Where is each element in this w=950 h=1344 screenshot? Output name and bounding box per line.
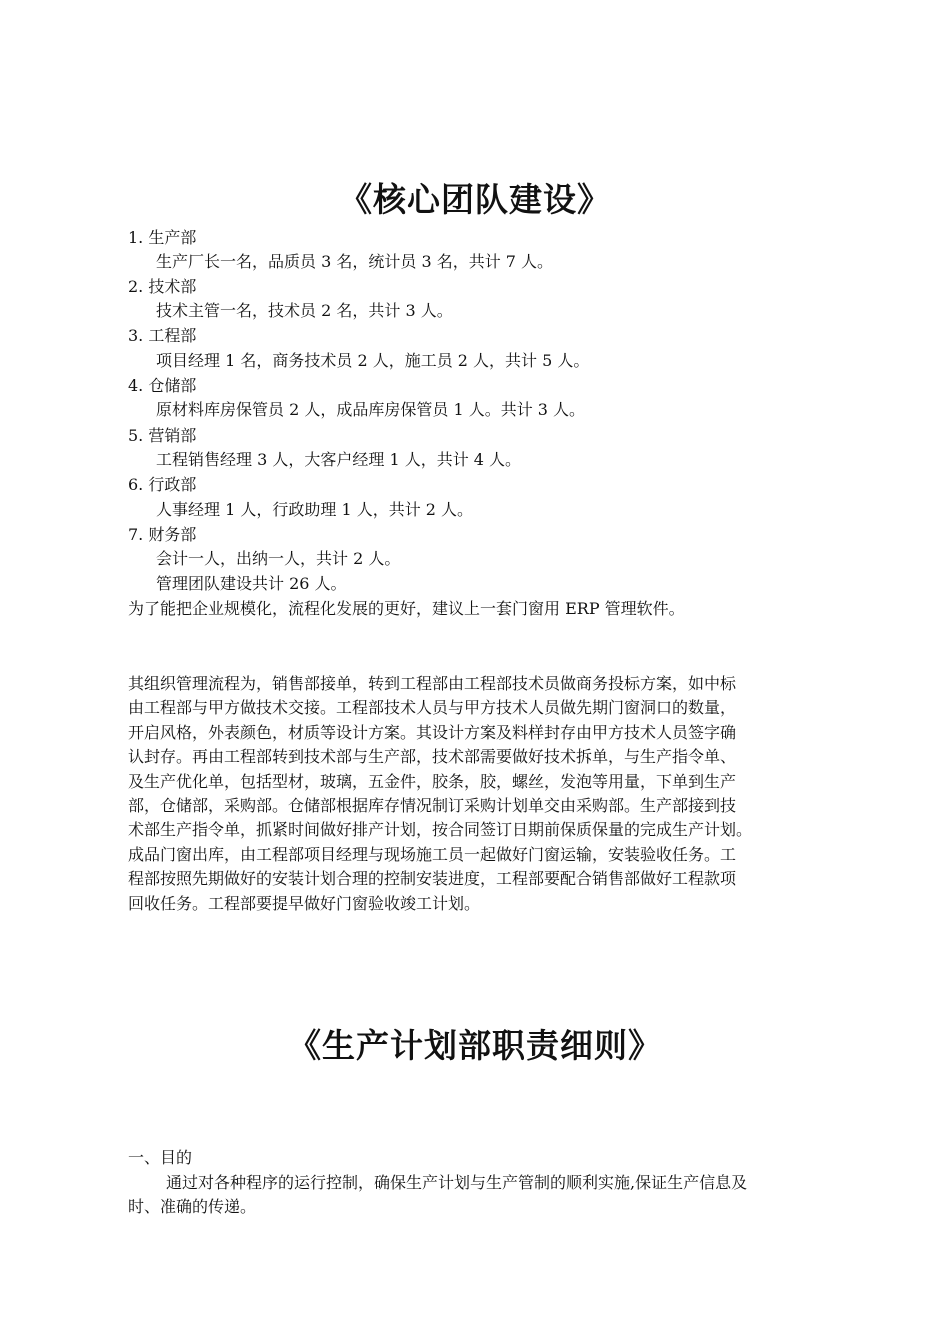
dept-2-detail: 技术主管一名，技术员 2 名，共计 3 人。 [156,301,453,320]
dept-5-detail: 工程销售经理 3 人，大客户经理 1 人，共计 4 人。 [156,450,522,469]
dept-5-heading: 5. 营销部 [128,426,197,445]
purpose-line: 通过对各种程序的运行控制，确保生产计划与生产管制的顺利实施,保证生产信息及 [166,1173,748,1192]
process-line: 及生产优化单，包括型材，玻璃，五金件，胶条，胶，螺丝，发泡等用量，下单到生产 [128,771,737,791]
dept-4-detail: 原材料库房保管员 2 人，成品库房保管员 1 人。共计 3 人。 [156,400,586,419]
process-line: 成品门窗出库，由工程部项目经理与现场施工员一起做好门窗运输，安装验收任务。工 [128,844,737,864]
dept-2-heading: 2. 技术部 [128,277,197,296]
process-paragraph [128,672,876,916]
process-line: 程部按照先期做好的安装计划合理的控制安装进度，工程部要配合销售部做好工程款项 [128,869,737,889]
doc-title-production-planning: 《生产计划部职责细则》 [288,1026,662,1065]
process-line: 术部生产指令单，抓紧时间做好排产计划，按合同签订日期前保质保量的完成生产计划。 [128,820,753,840]
dept-3-heading: 3. 工程部 [128,326,197,345]
process-line: 认封存。再由工程部转到技术部与生产部，技术部需要做好技术拆单，与生产指令单、 [128,747,737,767]
dept-7-heading: 7. 财务部 [128,525,197,544]
process-line: 其组织管理流程为，销售部接单，转到工程部由工程部技术员做商务投标方案，如中标 [128,674,737,693]
dept-7-detail: 会计一人，出纳一人，共计 2 人。 [156,549,401,568]
process-line: 部，仓储部，采购部。仓储部根据库存情况制订采购计划单交由采购部。生产部接到技 [128,796,737,816]
dept-6-heading: 6. 行政部 [128,475,197,494]
erp-suggestion: 为了能把企业规模化，流程化发展的更好，建议上一套门窗用 ERP 管理软件。 [128,599,685,618]
dept-3-detail: 项目经理 1 名，商务技术员 2 人，施工员 2 人，共计 5 人。 [156,351,590,370]
dept-1-detail: 生产厂长一名，品质员 3 名，统计员 3 名，共计 7 人。 [156,252,554,271]
team-total: 管理团队建设共计 26 人。 [156,574,347,593]
dept-4-heading: 4. 仓储部 [128,376,197,395]
purpose-paragraph [128,1171,876,1220]
dept-1-heading: 1. 生产部 [128,228,197,247]
doc-title-core-team: 《核心团队建设》 [339,180,611,219]
process-line: 回收任务。工程部要提早做好门窗验收竣工计划。 [128,893,481,913]
process-line: 由工程部与甲方做技术交接。工程部技术人员与甲方技术人员做先期门窗洞口的数量， [128,698,737,718]
process-line: 开启风格，外表颜色，材质等设计方案。其设计方案及料样封存由甲方技术人员签字确 [128,722,737,742]
section-heading-purpose: 一、目的 [128,1148,193,1167]
purpose-line: 时、准确的传递。 [128,1197,257,1217]
dept-6-detail: 人事经理 1 人，行政助理 1 人，共计 2 人。 [156,500,474,519]
